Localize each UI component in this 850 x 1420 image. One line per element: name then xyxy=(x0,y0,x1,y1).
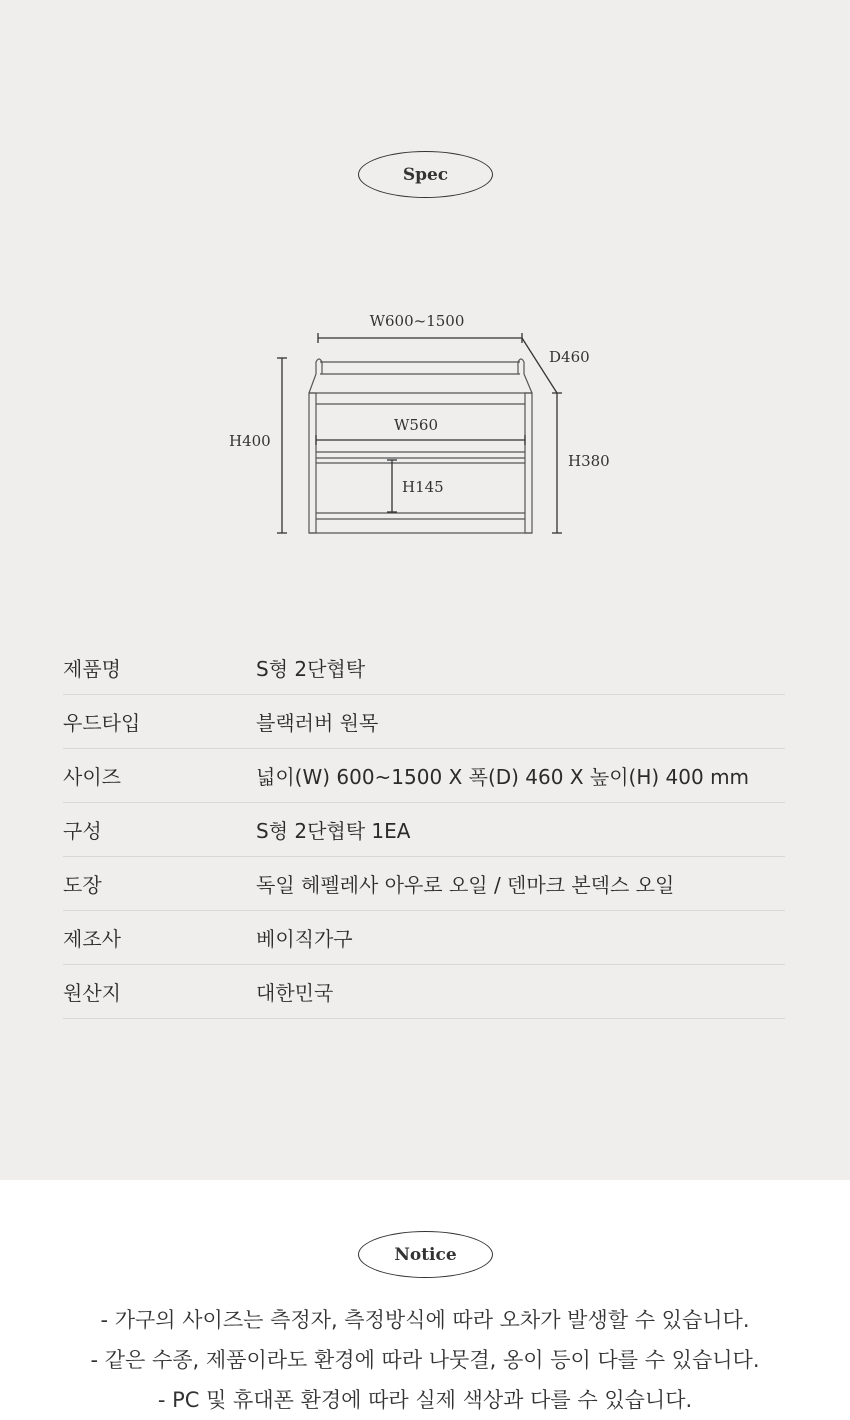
spec-key: 도장 xyxy=(63,873,102,897)
spec-row-origin xyxy=(63,965,785,1019)
furniture-drawing xyxy=(309,359,532,533)
spec-key: 제조사 xyxy=(63,927,121,951)
spec-heading-badge: Spec xyxy=(358,151,493,198)
spec-key: 원산지 xyxy=(63,981,121,1005)
spec-key: 우드타입 xyxy=(63,711,141,735)
furniture-dimension-diagram xyxy=(0,0,850,600)
notice-line: - PC 및 휴대폰 환경에 따라 실제 색상과 다를 수 있습니다. xyxy=(157,1388,693,1412)
shelf-height-label: H145 xyxy=(402,478,444,496)
total-height-label: H400 xyxy=(229,432,271,450)
spec-row-composition xyxy=(63,803,785,857)
notice-line: - 가구의 사이즈는 측정자, 측정방식에 따라 오차가 발생할 수 있습니다. xyxy=(100,1308,750,1332)
spec-value: S형 2단협탁 xyxy=(256,657,366,681)
spec-value: S형 2단협탁 1EA xyxy=(256,819,411,843)
spec-key: 사이즈 xyxy=(63,765,121,789)
depth-label: D460 xyxy=(549,348,590,366)
spec-key: 구성 xyxy=(63,819,102,843)
notice-heading-badge: Notice xyxy=(358,1231,493,1278)
spec-key: 제품명 xyxy=(63,657,121,681)
inner-width-label: W560 xyxy=(393,416,439,434)
spec-row-manufacturer xyxy=(63,911,785,965)
side-height-label: H380 xyxy=(568,452,610,470)
notice-section xyxy=(0,1180,850,1415)
width-range-label: W600~1500 xyxy=(369,312,465,330)
spec-value: 독일 헤펠레사 아우로 오일 / 덴마크 본덱스 오일 xyxy=(256,873,675,897)
spec-value: 블랙러버 원목 xyxy=(256,711,379,735)
notice-line: - 같은 수종, 제품이라도 환경에 따라 나뭇결, 옹이 등이 다를 수 있습니다. xyxy=(90,1348,760,1372)
spec-row-product-name xyxy=(63,641,785,695)
spec-row-size xyxy=(63,749,785,803)
spec-table xyxy=(63,641,785,1019)
spec-row-wood-type xyxy=(63,695,785,749)
spec-value: 베이직가구 xyxy=(256,927,353,951)
spec-row-finish xyxy=(63,857,785,911)
spec-value: 넓이(W) 600~1500 X 폭(D) 460 X 높이(H) 400 mm xyxy=(256,765,750,789)
spec-value: 대한민국 xyxy=(256,981,334,1005)
notice-list xyxy=(0,1300,850,1420)
